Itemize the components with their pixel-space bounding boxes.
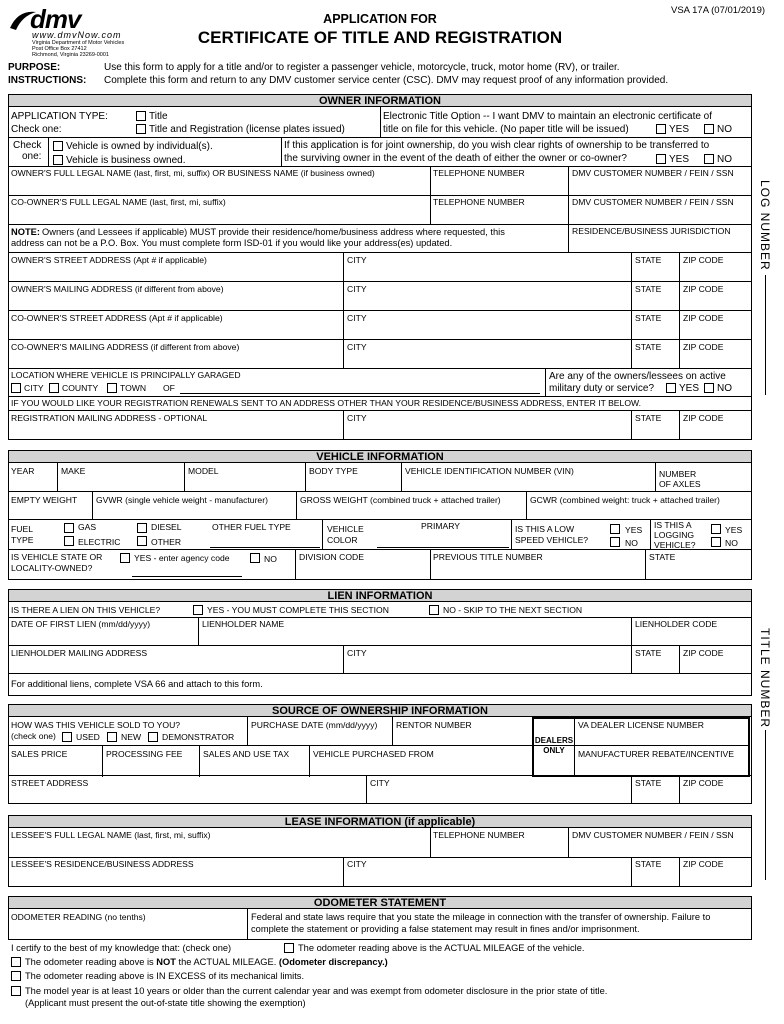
lienholder-code-field[interactable]: LIENHOLDER CODE	[635, 619, 718, 629]
owner-heading: OWNER INFORMATION	[8, 94, 752, 107]
owner-mailing-zip-field[interactable]: ZIP CODE	[683, 284, 724, 294]
renewals-instruction: IF YOU WOULD LIKE YOUR REGISTRATION RENEWALS SENT TO AN ADDRESS OTHER THAN YOUR RESIDENCE/BUSINESS ADDRESS, ENTER IT BELOW.	[11, 398, 642, 408]
garaged-label: LOCATION WHERE VEHICLE IS PRINCIPALLY GARAGED	[11, 370, 241, 380]
reg-mailing-zip-field[interactable]: ZIP CODE	[683, 413, 724, 423]
source-city-field[interactable]: CITY	[370, 778, 390, 788]
lessee-telephone-field[interactable]: TELEPHONE NUMBER	[433, 830, 525, 840]
fuel-other-checkbox[interactable]	[137, 536, 147, 546]
source-zip-field[interactable]: ZIP CODE	[683, 778, 724, 788]
garaged-city-checkbox[interactable]	[11, 383, 21, 393]
dealer-license-field[interactable]: VA DEALER LICENSE NUMBER	[578, 720, 704, 730]
division-code-field[interactable]: DIVISION CODE	[299, 552, 364, 562]
garaged-county-label: COUNTY	[62, 383, 99, 393]
odometer-actual-label: The odometer reading above is the ACTUAL MILEAGE of the vehicle.	[298, 943, 585, 953]
vin-field[interactable]: VEHICLE IDENTIFICATION NUMBER (VIN)	[405, 466, 574, 476]
source-state-field[interactable]: STATE	[635, 778, 662, 788]
note-label: NOTE:	[11, 227, 40, 237]
state-owned-label-2: LOCALITY-OWNED?	[11, 563, 93, 573]
agency-po-box: Post Office Box 27412	[32, 46, 87, 52]
fuel-electric-checkbox[interactable]	[64, 536, 74, 546]
odometer-actual-checkbox[interactable]	[284, 943, 294, 953]
agency-city: Richmond, Virginia 23269-0001	[32, 52, 109, 58]
garaged-county-checkbox[interactable]	[49, 383, 59, 393]
note-text-1: Owners (and Lessees if applicable) MUST provide their residence/home/business address where requested, this	[42, 227, 505, 237]
instructions-text: Complete this form and return to any DMV customer service center (CSC). DMV may request proof of any information provided.	[104, 75, 669, 86]
owner-telephone-field[interactable]: TELEPHONE NUMBER	[433, 168, 525, 178]
lienholder-city-field[interactable]: CITY	[347, 648, 367, 658]
rebate-field[interactable]: MANUFACTURER REBATE/INCENTIVE	[578, 749, 734, 759]
gvwr-single-field[interactable]: GVWR (single vehicle weight - manufacturer)	[96, 495, 268, 505]
garaged-of-label: OF	[163, 383, 175, 393]
title-option-label: Title	[149, 111, 168, 122]
logging-label-3: VEHICLE?	[654, 540, 696, 550]
vehicle-color-label-2: COLOR	[327, 535, 358, 545]
rentor-number-field[interactable]: RENTOR NUMBER	[396, 720, 472, 730]
empty-weight-field[interactable]: EMPTY WEIGHT	[11, 495, 78, 505]
odometer-reading-field[interactable]: ODOMETER READING (no tenths)	[11, 912, 146, 922]
military-yes-checkbox[interactable]	[666, 383, 676, 393]
how-sold-label: HOW WAS THIS VEHICLE SOLD TO YOU?	[11, 720, 181, 730]
owner-dmv-customer-field[interactable]: DMV CUSTOMER NUMBER / FEIN / SSN	[572, 168, 734, 178]
lessee-dmv-customer-field[interactable]: DMV CUSTOMER NUMBER / FEIN / SSN	[572, 830, 734, 840]
form-number: VSA 17A (07/01/2019)	[671, 5, 766, 16]
coowner-dmv-customer-field[interactable]: DMV CUSTOMER NUMBER / FEIN / SSN	[572, 197, 734, 207]
state-owned-yes-label: YES - enter agency code	[134, 553, 230, 563]
source-street-field[interactable]: STREET ADDRESS	[11, 778, 89, 788]
lien-no-label: NO - SKIP TO THE NEXT SECTION	[443, 605, 583, 615]
primary-color-field[interactable]: PRIMARY	[421, 521, 460, 531]
purchased-from-field[interactable]: VEHICLE PURCHASED FROM	[313, 749, 434, 759]
fuel-type-label-1: FUEL	[11, 524, 33, 534]
purpose-text: Use this form to apply for a title and/or to register a passenger vehicle, motorcycle, truck, motor home (RV), or trailer.	[104, 62, 620, 73]
low-speed-yes-checkbox[interactable]	[610, 524, 620, 534]
etitle-yes-label: YES	[669, 124, 690, 135]
owner-name-field[interactable]: OWNER'S FULL LEGAL NAME (last, first, mi, suffix) OR BUSINESS NAME (if business owned)	[11, 168, 375, 178]
lessee-address-field[interactable]: LESSEE'S RESIDENCE/BUSINESS ADDRESS	[11, 859, 194, 869]
gcwr-field[interactable]: GCWR (combined weight: truck + attached trailer)	[530, 495, 720, 505]
logging-no-label: NO	[725, 538, 738, 548]
sold-demo-label: DEMONSTRATOR	[162, 732, 235, 742]
lien-heading: LIEN INFORMATION	[8, 589, 752, 602]
lien-yes-label: YES - YOU MUST COMPLETE THIS SECTION	[207, 605, 389, 615]
previous-title-state-field[interactable]: STATE	[649, 552, 676, 562]
garaged-town-checkbox[interactable]	[107, 383, 117, 393]
lessee-zip-field[interactable]: ZIP CODE	[683, 859, 724, 869]
body-type-field[interactable]: BODY TYPE	[309, 466, 358, 476]
gross-weight-field[interactable]: GROSS WEIGHT (combined truck + attached trailer)	[300, 495, 501, 505]
joint-text-1: If this application is for joint ownership, do you wish clear rights of ownership to be transferred to	[284, 140, 710, 151]
low-speed-no-checkbox[interactable]	[610, 537, 620, 547]
owner-mailing-state-field[interactable]: STATE	[635, 284, 662, 294]
axles-label-2[interactable]: OF AXLES	[659, 479, 701, 489]
coowner-mailing-field[interactable]: CO-OWNER'S MAILING ADDRESS (if different from above)	[11, 342, 240, 352]
logging-label-1: IS THIS A	[654, 520, 692, 530]
reg-mailing-field[interactable]: REGISTRATION MAILING ADDRESS - OPTIONAL	[11, 413, 208, 423]
etitle-no-label: NO	[717, 124, 732, 135]
model-field[interactable]: MODEL	[188, 466, 219, 476]
odometer-excess-label: The odometer reading above is IN EXCESS of its mechanical limits.	[25, 971, 305, 981]
reg-mailing-city-field[interactable]: CITY	[347, 413, 367, 423]
logo-url: www.dmvNow.com	[32, 30, 122, 40]
purpose-label: PURPOSE:	[8, 62, 61, 73]
other-fuel-type-field[interactable]: OTHER FUEL TYPE	[212, 522, 291, 532]
title-small: APPLICATION FOR	[323, 12, 437, 26]
joint-yes-label: YES	[669, 154, 690, 165]
dealers-only-label-2: ONLY	[543, 746, 565, 755]
residence-jurisdiction-field[interactable]: RESIDENCE/BUSINESS JURISDICTION	[572, 226, 731, 236]
odometer-not-actual-checkbox[interactable]	[11, 957, 21, 967]
odometer-excess-checkbox[interactable]	[11, 971, 21, 981]
purchase-date-field[interactable]: PURCHASE DATE (mm/dd/yyyy)	[251, 720, 378, 730]
instructions-label: INSTRUCTIONS:	[8, 75, 87, 86]
etitle-no-checkbox[interactable]	[704, 124, 714, 134]
fuel-gas-checkbox[interactable]	[64, 523, 74, 533]
low-speed-label-1: IS THIS A LOW	[515, 524, 575, 534]
vehicle-color-label-1: VEHICLE	[327, 524, 364, 534]
one-label: one:	[22, 151, 42, 162]
owner-street-zip-field[interactable]: ZIP CODE	[683, 255, 724, 265]
owned-business-checkbox[interactable]	[53, 155, 63, 165]
state-owned-label-1: IS VEHICLE STATE OR	[11, 552, 103, 562]
coowner-mailing-state-field[interactable]: STATE	[635, 342, 662, 352]
how-sold-check-one: (check one)	[11, 731, 56, 741]
owned-business-label: Vehicle is business owned.	[66, 155, 186, 166]
owned-individual-checkbox[interactable]	[53, 141, 63, 151]
sold-used-label: USED	[76, 732, 100, 742]
title-reg-checkbox[interactable]	[136, 124, 146, 134]
primary-color-input[interactable]	[377, 547, 509, 548]
odometer-exempt-label-1: The model year is at least 10 years or older than the current calendar year and was exempt from odometer disclosure in the prior state of title.	[25, 986, 608, 996]
coowner-street-state-field[interactable]: STATE	[635, 313, 662, 323]
check-label: Check	[13, 140, 42, 151]
fuel-other-label: OTHER	[151, 537, 182, 547]
sold-used-checkbox[interactable]	[62, 732, 72, 742]
fuel-electric-label: ELECTRIC	[78, 537, 121, 547]
reg-mailing-state-field[interactable]: STATE	[635, 413, 662, 423]
owned-individual-label: Vehicle is owned by individual(s).	[66, 141, 213, 152]
military-yes-label: YES	[679, 383, 700, 394]
coowner-street-field[interactable]: CO-OWNER'S STREET ADDRESS (Apt # if applicable)	[11, 313, 223, 323]
axles-label-1[interactable]: NUMBER	[659, 469, 697, 479]
log-number-line	[765, 275, 766, 395]
logging-yes-label: YES	[725, 525, 743, 535]
year-field[interactable]: YEAR	[11, 466, 35, 476]
state-owned-no-label: NO	[264, 554, 277, 564]
check-one-label: Check one:	[11, 124, 62, 135]
odometer-not-actual-c: the ACTUAL MILEAGE.	[175, 957, 279, 967]
garaged-city-label: CITY	[24, 383, 44, 393]
etitle-text-2: title on file for this vehicle. (No paper title will be issued)	[383, 124, 629, 135]
sold-new-label: NEW	[121, 732, 142, 742]
odometer-discrepancy: (Odometer discrepancy.)	[278, 957, 388, 967]
owner-street-field[interactable]: OWNER'S STREET ADDRESS (Apt # if applicable)	[11, 255, 207, 265]
first-lien-date-field[interactable]: DATE OF FIRST LIEN (mm/dd/yyyy)	[11, 619, 151, 629]
coowner-mailing-zip-field[interactable]: ZIP CODE	[683, 342, 724, 352]
military-no-label: NO	[717, 383, 732, 394]
note-text-2: address can not be a P.O. Box. You must complete form ISD-01 if you would like your address(es) updated.	[11, 238, 453, 248]
state-owned-no-checkbox[interactable]	[250, 553, 260, 563]
logo-text: dmv	[30, 4, 81, 34]
low-speed-yes-label: YES	[625, 525, 643, 535]
agency-code-input[interactable]	[132, 576, 242, 577]
odometer-not-actual-label	[25, 957, 388, 968]
odometer-exempt-checkbox[interactable]	[11, 986, 21, 996]
odometer-not-actual-b: NOT	[156, 957, 176, 967]
sold-demo-checkbox[interactable]	[148, 732, 158, 742]
title-checkbox[interactable]	[136, 111, 146, 121]
other-fuel-type-input[interactable]	[210, 547, 320, 548]
logging-yes-checkbox[interactable]	[711, 524, 721, 534]
fuel-type-label-2: TYPE	[11, 535, 34, 545]
fuel-diesel-label: DIESEL	[151, 522, 182, 532]
make-field[interactable]: MAKE	[61, 466, 86, 476]
dmv-logo	[8, 4, 158, 56]
military-text-1: Are any of the owners/lessees on active	[549, 371, 726, 382]
sales-tax-field[interactable]: SALES AND USE TAX	[203, 749, 290, 759]
etitle-yes-checkbox[interactable]	[656, 124, 666, 134]
lienholder-name-field[interactable]: LIENHOLDER NAME	[202, 619, 285, 629]
lienholder-zip-field[interactable]: ZIP CODE	[683, 648, 724, 658]
title-number-label: TITLE NUMBER	[758, 628, 772, 729]
owner-mailing-city-field[interactable]: CITY	[347, 284, 367, 294]
processing-fee-field[interactable]: PROCESSING FEE	[106, 749, 183, 759]
title-reg-option-label: Title and Registration (license plates issued)	[149, 124, 345, 135]
lien-no-checkbox[interactable]	[429, 605, 439, 615]
joint-text-2: the surviving owner in the event of the death of either the owner or co-owner?	[284, 153, 627, 164]
owner-street-state-field[interactable]: STATE	[635, 255, 662, 265]
odometer-heading: ODOMETER STATEMENT	[8, 896, 752, 909]
military-text-2: military duty or service?	[549, 383, 655, 394]
joint-no-label: NO	[717, 154, 732, 165]
logging-no-checkbox[interactable]	[711, 537, 721, 547]
lessee-state-field[interactable]: STATE	[635, 859, 662, 869]
logging-label-2: LOGGING	[654, 530, 695, 540]
lessee-city-field[interactable]: CITY	[347, 859, 367, 869]
sales-price-field[interactable]: SALES PRICE	[11, 749, 68, 759]
sold-new-checkbox[interactable]	[107, 732, 117, 742]
odometer-not-actual-a: The odometer reading above is	[25, 957, 157, 967]
page-title: CERTIFICATE OF TITLE AND REGISTRATION	[197, 28, 563, 47]
odometer-law-1: Federal and state laws require that you state the mileage in connection with the transfer of ownership. Failure to	[251, 912, 711, 922]
previous-title-field[interactable]: PREVIOUS TITLE NUMBER	[433, 552, 543, 562]
joint-yes-checkbox[interactable]	[656, 154, 666, 164]
state-owned-yes-checkbox[interactable]	[120, 553, 130, 563]
owner-mailing-field[interactable]: OWNER'S MAILING ADDRESS (if different from above)	[11, 284, 224, 294]
dealers-only-label-1: DEALERS	[534, 736, 574, 745]
odometer-exempt-label-2: (Applicant must present the out-of-state title showing the exemption)	[25, 998, 306, 1008]
joint-no-checkbox[interactable]	[704, 154, 714, 164]
fuel-gas-label: GAS	[78, 522, 97, 532]
coowner-mailing-city-field[interactable]: CITY	[347, 342, 367, 352]
app-type-label: APPLICATION TYPE:	[11, 111, 108, 122]
odometer-law-2: complete the statement or providing a false statement may result in fines and/or imprisonment.	[251, 924, 640, 934]
low-speed-no-label: NO	[625, 538, 638, 548]
coowner-telephone-field[interactable]: TELEPHONE NUMBER	[433, 197, 525, 207]
owner-street-city-field[interactable]: CITY	[347, 255, 367, 265]
lessee-name-field[interactable]: LESSEE'S FULL LEGAL NAME (last, first, mi, suffix)	[11, 830, 211, 840]
garaged-locality-input[interactable]	[180, 393, 540, 394]
low-speed-label-2: SPEED VEHICLE?	[515, 535, 589, 545]
military-no-checkbox[interactable]	[704, 383, 714, 393]
coowner-name-field[interactable]: CO-OWNER'S FULL LEGAL NAME (last, first, mi, suffix)	[11, 197, 226, 207]
coowner-street-city-field[interactable]: CITY	[347, 313, 367, 323]
fuel-diesel-checkbox[interactable]	[137, 523, 147, 533]
lease-heading: LEASE INFORMATION (if applicable)	[8, 815, 752, 828]
lien-yes-checkbox[interactable]	[193, 605, 203, 615]
title-number-line	[765, 730, 766, 880]
source-heading: SOURCE OF OWNERSHIP INFORMATION	[8, 704, 752, 717]
lienholder-state-field[interactable]: STATE	[635, 648, 662, 658]
agency-name: Virginia Department of Motor Vehicles	[32, 40, 125, 46]
lien-question: IS THERE A LIEN ON THIS VEHICLE?	[11, 605, 161, 615]
etitle-text-1: Electronic Title Option -- I want DMV to maintain an electronic certificate of	[383, 111, 713, 122]
additional-liens-note: For additional liens, complete VSA 66 and attach to this form.	[11, 679, 263, 689]
garaged-town-label: TOWN	[120, 383, 147, 393]
coowner-street-zip-field[interactable]: ZIP CODE	[683, 313, 724, 323]
vehicle-heading: VEHICLE INFORMATION	[8, 450, 752, 463]
odometer-certify-label: I certify to the best of my knowledge that: (check one)	[11, 943, 232, 953]
lienholder-mailing-field[interactable]: LIENHOLDER MAILING ADDRESS	[11, 648, 148, 658]
log-number-label: LOG NUMBER	[758, 180, 772, 271]
